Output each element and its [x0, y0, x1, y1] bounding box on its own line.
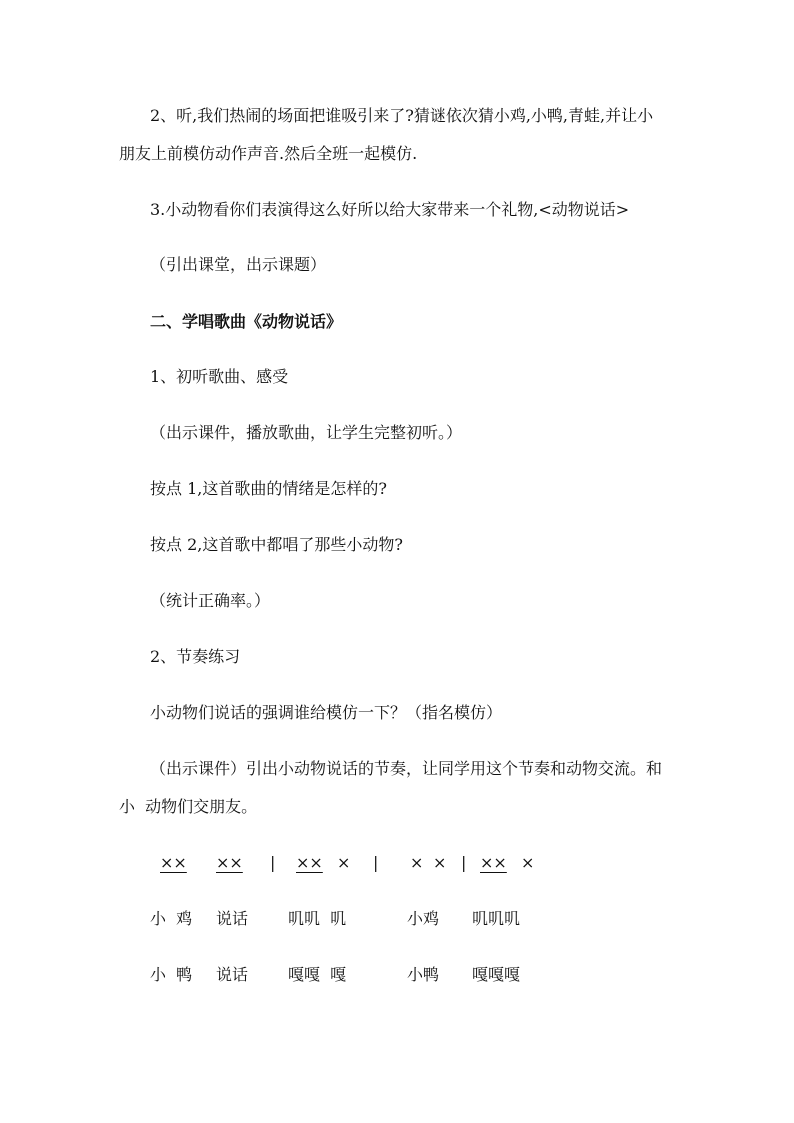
rhythm-barline: |	[373, 853, 379, 872]
rhythm-word: 嘎嘎 嘎	[288, 965, 347, 984]
rhythm-barline: |	[270, 853, 276, 872]
section-heading: 二、学唱歌曲《动物说话》	[150, 312, 343, 331]
rhythm-word: 小 鸭	[150, 965, 193, 984]
rhythm-word: 说话	[216, 909, 249, 928]
paragraph-imitate: 小动物们说话的强调谁给模仿一下？（指名模仿）	[150, 703, 503, 722]
rhythm-barline: |	[461, 853, 467, 872]
paragraph-intro-topic: （引出课堂，出示课题）	[150, 255, 327, 274]
paragraph-guess-animals-line2: 朋友上前模仿动作声音.然后全班一起模仿.	[119, 144, 418, 163]
paragraph-guess-animals-line1: 2、听,我们热闹的场面把谁吸引来了?猜谜依次猜小鸡,小鸭,青蛙,并让小	[150, 106, 654, 125]
rhythm-note: ×	[337, 853, 351, 872]
paragraph-play-song: （出示课件，播放歌曲，让学生完整初听。）	[150, 423, 463, 442]
rhythm-note: ×	[521, 853, 535, 872]
rhythm-word: 小鸡	[407, 909, 440, 928]
paragraph-courseware-line1: （出示课件）引出小动物说话的节奏，让同学用这个节奏和动物交流。和	[150, 759, 663, 778]
paragraph-statistics: （统计正确率。）	[150, 591, 271, 610]
rhythm-note: ××	[216, 853, 243, 872]
rhythm-word: 叽叽叽	[472, 909, 521, 928]
paragraph-question-2: 按点 2,这首歌中都唱了那些小动物?	[150, 535, 403, 554]
rhythm-word: 叽叽 叽	[288, 909, 347, 928]
rhythm-note: ××	[480, 853, 507, 872]
rhythm-note: ××	[160, 853, 187, 872]
rhythm-word: 说话	[216, 965, 249, 984]
paragraph-first-listen: 1、初听歌曲、感受	[150, 367, 289, 386]
rhythm-word: 小 鸡	[150, 909, 193, 928]
paragraph-rhythm-practice: 2、节奏练习	[150, 647, 241, 666]
paragraph-question-1: 按点 1,这首歌曲的情绪是怎样的?	[150, 479, 387, 498]
paragraph-courseware-line2: 小 动物们交朋友。	[119, 797, 258, 816]
rhythm-word: 小鸭	[407, 965, 440, 984]
rhythm-note: ×	[433, 853, 447, 872]
rhythm-note: ×	[410, 853, 424, 872]
rhythm-word: 嘎嘎嘎	[472, 965, 521, 984]
rhythm-note: ××	[296, 853, 323, 872]
paragraph-gift: 3.小动物看你们表演得这么好所以给大家带来一个礼物,<动物说话>	[150, 200, 630, 219]
